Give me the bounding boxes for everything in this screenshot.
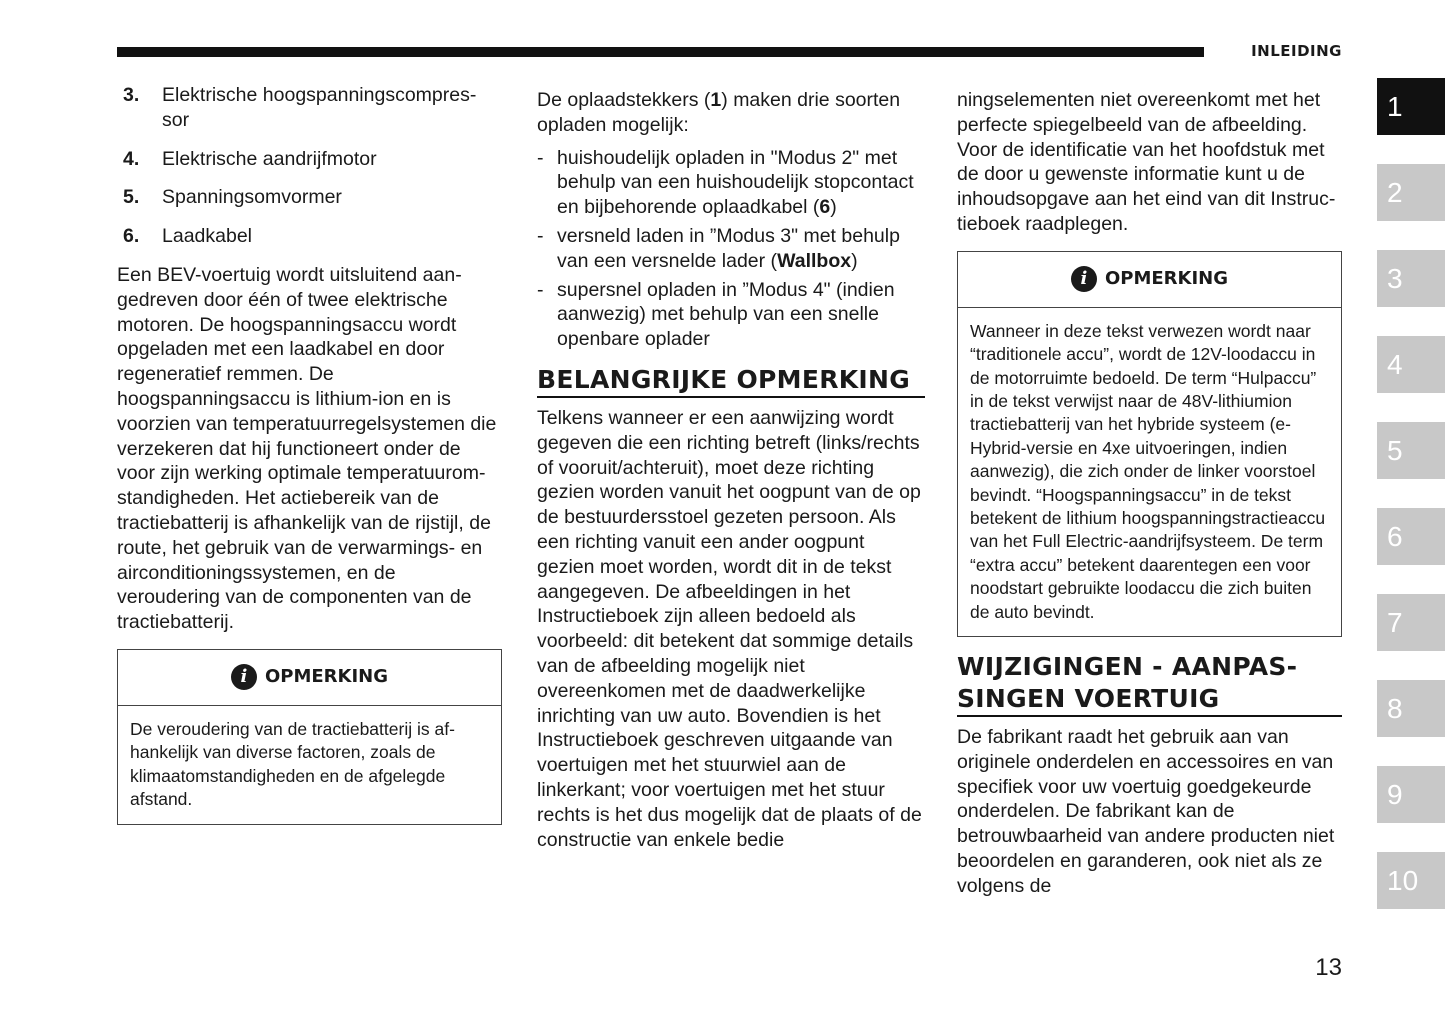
page-number: 13 — [1315, 954, 1342, 981]
charging-modes-list — [537, 146, 925, 352]
charging-intro: De oplaadstekkers (1) maken drie soorten opladen mogelijk: — [537, 89, 901, 136]
chapter-tab-4[interactable]: 4 — [1377, 336, 1445, 393]
section-heading: BELANGRIJKE OPMERKING — [537, 364, 925, 398]
chapter-tab-5[interactable]: 5 — [1377, 422, 1445, 479]
list-item: - huishoudelijk opladen in "Modus 2" met behulp van een huishoudelijk stopcontact en bijbehorende oplaadkabel (6) — [537, 146, 914, 219]
note-body: Wanneer in deze tekst verwezen wordt naar “traditionele accu”, wordt de 12V-loodaccu in de motorruimte bedoeld. De term “Hulpaccu” in de tekst verwijst naar de 48V-lithiumion tractiebatterij van het hybride systeem (e-Hybrid-versie en 4xe uitvoeringen, indien aanwezig), die zich onder de linker voorstoel bevindt. “Hoogspanningsaccu” in de tekst betekent de lithium hoogspanningstractieaccu van het Full Electric-aandrijfsysteem. De term “extra accu” betekent daarentegen een voor noodstart gebruikte loodaccu die zich buiten de auto bevindt. — [970, 320, 1326, 622]
info-icon: i — [231, 664, 257, 690]
list-item: - versneld laden in ”Modus 3" met behulp van een versnelde lader (Wallbox) — [537, 224, 900, 272]
list-item: 4. Elektrische aandrijfmotor — [123, 147, 377, 170]
chapter-tab-6[interactable]: 6 — [1377, 508, 1445, 565]
note-title: OPMERKING — [264, 666, 389, 688]
section-label: INLEIDING — [1251, 42, 1342, 60]
note-box — [117, 649, 502, 825]
section-heading: WIJZIGINGEN - AANPASSINGEN VOERTUIG — [957, 651, 1342, 717]
list-item: 6. Laadkabel — [123, 225, 252, 248]
component-list — [117, 83, 502, 249]
chapter-tab-8[interactable]: 8 — [1377, 680, 1445, 737]
list-item: - supersnel opladen in ”Modus 4" (indien aanwezig) met behulp van een snelle openbare oplader — [537, 278, 895, 351]
continued-paragraph: ningselementen niet overeenkomt met het perfecte spiegelbeeld van de afbeelding. Voor de identificatie van het hoofdstuk met de door u gewenste informatie kunt u de inhoudsopgave aan het eind van dit Instructieboek raadplegen. — [957, 89, 1336, 235]
column-3 — [957, 88, 1342, 899]
bev-paragraph: Een BEV-voertuig wordt uitsluitend aangedreven door één of twee elektrische motoren. De hoogspanningsaccu wordt opgeladen met een laadkabel en door regeneratief remmen. De hoogspanningsaccu is lithium-ion en is voorzien van temperatuurregelsystemen die verzekeren dat hij functioneert onder de voor zijn werking optimale temperatuuromstandigheden. Het actiebereik van de tractiebatterij is afhankelijk van de rijstijl, de route, het gebruik van de verwarmings- en airconditioningssystemen, en de veroudering van de componenten van de tractiebatterij. — [117, 263, 497, 634]
chapter-tab-3[interactable]: 3 — [1377, 250, 1445, 307]
column-1 — [117, 83, 502, 825]
note-box — [957, 251, 1342, 637]
note-header — [118, 650, 501, 706]
column-2 — [537, 88, 925, 852]
chapter-tab-9[interactable]: 9 — [1377, 766, 1445, 823]
note-header — [958, 252, 1341, 308]
list-item: 5. Spanningsomvormer — [123, 186, 342, 209]
chapter-tab-1[interactable]: 1 — [1377, 78, 1445, 135]
header-rule — [117, 47, 1204, 57]
direction-paragraph: Telkens wanneer er een aanwijzing wordt gegeven die een richting betreft (links/rechts of vooruit/achteruit), moet deze richting gezien worden vanuit het oogpunt van de op de bestuurdersstoel gezeten persoon. Als een richting vanuit een ander oogpunt gezien moet worden, wordt dit in de tekst aangegeven. De afbeeldingen in het Instructieboek zijn alleen bedoeld als voorbeeld: dit betekent dat sommige details van de afbeelding mogelijk niet overeenkomen met de daadwerkelijke inrichting van uw auto. Bovendien is het Instructieboek geschreven uitgaande van voertuigen met het stuurwiel aan de linkerkant; voor voertuigen met het stuur rechts is het dus mogelijk dat de plaats of de constructie van enkele bedie — [537, 406, 922, 851]
chapter-tab-7[interactable]: 7 — [1377, 594, 1445, 651]
info-icon: i — [1071, 266, 1097, 292]
list-item: 3. Elektrische hoogspanningscompressor — [123, 84, 477, 131]
chapter-tab-2[interactable]: 2 — [1377, 164, 1445, 221]
chapter-tab-10[interactable]: 10 — [1377, 852, 1445, 909]
modifications-paragraph: De fabrikant raadt het gebruik aan van originele onderdelen en accessoires en van specifiek voor uw voertuig goedgekeurde onderdelen. De fabrikant kan de betrouwbaarheid van andere producten niet beoordelen en garanderen, ook niet als ze volgens de — [957, 726, 1335, 897]
note-title: OPMERKING — [1104, 267, 1229, 289]
note-body: De veroudering van de tractiebatterij is afhankelijk van diverse factoren, zoals de klimaatomstandigheden en de afgelegde afstand. — [130, 718, 455, 810]
